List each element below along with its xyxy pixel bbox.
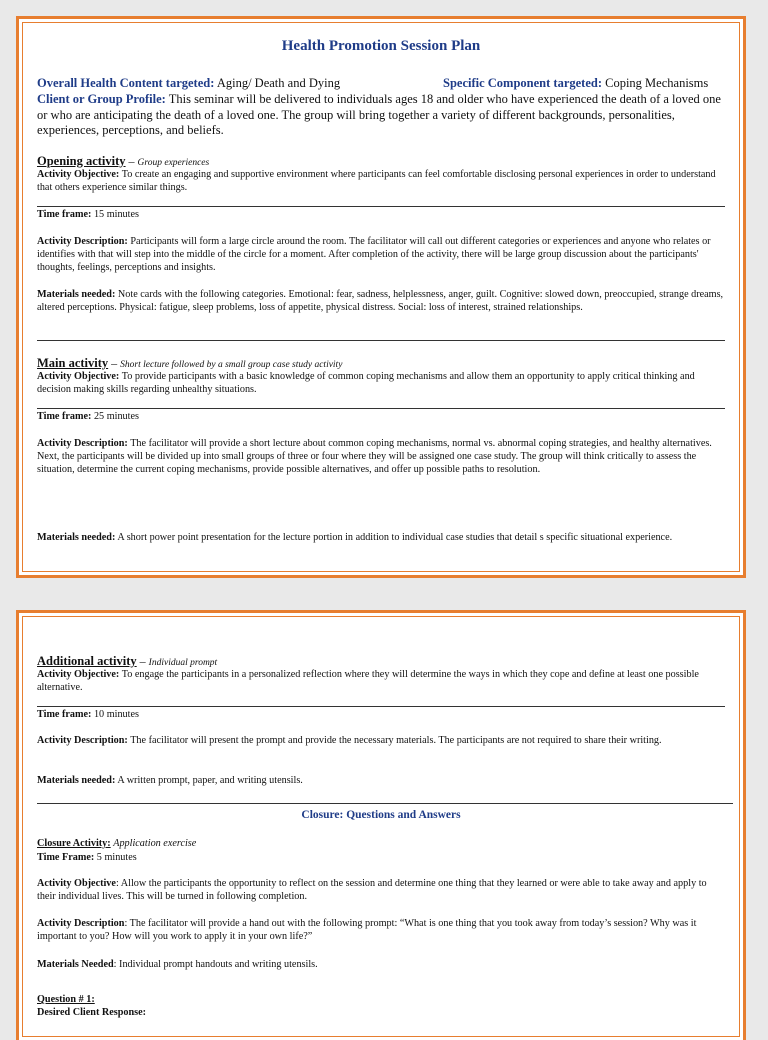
overall-content-label: Overall Health Content targeted:	[37, 76, 215, 90]
opening-timeframe-label: Time frame:	[37, 209, 92, 220]
opening-objective-text: To create an engaging and supportive environment where participants can feel comfortable disclosing personal experiences in order to understand that others experience similar things.	[37, 169, 716, 194]
closure-objective	[37, 877, 727, 903]
closure-materials	[37, 958, 727, 971]
client-profile-label: Client or Group Profile:	[37, 92, 166, 106]
closure-objective-label: Activity Objective	[37, 878, 116, 889]
opening-materials	[37, 288, 727, 314]
opening-timeframe-value: 15 minutes	[93, 209, 139, 220]
additional-materials-text: A written prompt, paper, and writing utensils.	[117, 775, 303, 786]
closure-timeframe-label: Time Frame:	[37, 852, 95, 863]
closure-activity	[37, 837, 727, 850]
divider	[37, 408, 725, 409]
specific-component-label: Specific Component targeted:	[443, 76, 602, 90]
closure-materials-label: Materials Needed	[37, 959, 114, 970]
additional-description-text: The facilitator will present the prompt and provide the necessary materials. The participants are not required to share their writing.	[130, 735, 662, 746]
opening-description-label: Activity Description:	[37, 236, 128, 247]
specific-component	[443, 76, 708, 92]
closure-description-label: Activity Description	[37, 918, 125, 929]
closure-description	[37, 917, 727, 943]
additional-materials	[37, 774, 727, 787]
main-description-text: The facilitator will provide a short lecture about common coping mechanisms, normal vs. abnormal coping strategies, and healthy alternatives. Next, the participants will be divided up into small groups of three or four where they will be assigned one case study. The group will think critically to assess the situation, determine the current coping mechanisms, provide possible alternatives, and offer up possible paths to resolution.	[37, 438, 712, 476]
opening-activity-title: Opening activity	[37, 154, 126, 168]
main-timeframe-label: Time frame:	[37, 411, 92, 422]
opening-materials-label: Materials needed:	[37, 289, 116, 300]
opening-description	[37, 235, 727, 275]
additional-timeframe	[37, 708, 727, 721]
additional-description-label: Activity Description:	[37, 735, 128, 746]
closure-title: Closure: Questions and Answers	[301, 809, 461, 821]
opening-dash: –	[125, 154, 138, 168]
additional-activity-subtitle: Individual prompt	[148, 658, 218, 668]
specific-component-value: Coping Mechanisms	[605, 76, 709, 90]
main-timeframe-value: 25 minutes	[93, 411, 139, 422]
divider	[37, 206, 725, 207]
closure-description-text: : The facilitator will provide a hand out with the following prompt: “What is one thing that you took away from today’s session? Why was it important to you? How will you work to apply it in your own life?”	[37, 918, 697, 943]
question-1-label: Question # 1:	[37, 994, 95, 1005]
main-materials-label: Materials needed:	[37, 532, 116, 543]
additional-description	[37, 734, 727, 747]
main-objective-text: To provide participants with a basic knowledge of common coping mechanisms and allow them an opportunity to apply critical thinking and decision making skills regarding unhealthy situations.	[37, 371, 695, 396]
question-1	[37, 993, 727, 1006]
opening-objective	[37, 168, 727, 194]
closure-objective-text: : Allow the participants the opportunity to reflect on the session and determine one thing that they learned or were able to take away and apply to their individual lives. This will be turned in following completion.	[37, 878, 707, 903]
desired-client-response	[37, 1006, 727, 1019]
divider	[37, 706, 725, 707]
main-objective	[37, 370, 727, 396]
additional-timeframe-label: Time frame:	[37, 709, 92, 720]
main-materials	[37, 531, 727, 544]
main-dash: –	[108, 356, 121, 370]
main-description-label: Activity Description:	[37, 438, 128, 449]
opening-objective-label: Activity Objective:	[37, 169, 120, 180]
client-profile	[37, 92, 727, 139]
document-page-1	[16, 16, 746, 578]
desired-client-response-label: Desired Client Response:	[37, 1007, 147, 1018]
additional-activity-title: Additional activity	[37, 654, 137, 668]
opening-description-text: Participants will form a large circle around the room. The facilitator will call out different categories or experiences and anyone who relates or identifies with that will step into the middle of the circle for a moment. After completion of the activity, there will be large group discussion about the participants' thoughts, feelings, perceptions and insights.	[37, 236, 711, 274]
closure-activity-label: Closure Activity:	[37, 838, 111, 849]
additional-dash: –	[136, 654, 149, 668]
opening-materials-text: Note cards with the following categories. Emotional: fear, sadness, helplessness, anger, guilt. Cognitive: slowed down, preoccupied, strange dreams, altered perceptions. Physical: fatigue, sleep problems, loss of appetite, physical distress. Social: loss of interest, strained relationships.	[37, 289, 724, 314]
additional-objective	[37, 668, 727, 694]
main-activity-title: Main activity	[37, 356, 109, 370]
page-title: Health Promotion Session Plan	[281, 38, 481, 54]
document-page-2	[16, 610, 746, 1040]
additional-materials-label: Materials needed:	[37, 775, 116, 786]
additional-objective-text: To engage the participants in a personalized reflection where they will determine the ways in which they cope and define at least one possible alternative.	[37, 669, 699, 694]
closure-activity-value: Application exercise	[113, 838, 197, 849]
client-profile-text: This seminar will be delivered to individuals ages 18 and older who have experienced the death of a loved one or who are anticipating the death of a loved one. The group will bring together a variety of different backgrounds, personalities, experiences, perceptions, and beliefs.	[37, 92, 721, 137]
closure-timeframe	[37, 851, 727, 864]
closure-materials-text: : Individual prompt handouts and writing utensils.	[113, 959, 318, 970]
main-materials-text: A short power point presentation for the lecture portion in addition to individual case studies that detail s specific situational experience.	[117, 532, 673, 543]
main-description	[37, 437, 727, 477]
overall-content-value: Aging/ Death and Dying	[216, 76, 341, 90]
divider	[37, 340, 725, 341]
closure-timeframe-value: 5 minutes	[96, 852, 137, 863]
overall-content-row	[37, 76, 727, 92]
main-timeframe	[37, 410, 727, 423]
divider	[37, 803, 733, 804]
additional-objective-label: Activity Objective:	[37, 669, 120, 680]
additional-timeframe-value: 10 minutes	[93, 709, 139, 720]
opening-activity-subtitle: Group experiences	[137, 158, 210, 168]
opening-timeframe	[37, 208, 727, 221]
main-activity-subtitle: Short lecture followed by a small group case study activity	[120, 360, 343, 370]
main-objective-label: Activity Objective:	[37, 371, 120, 382]
